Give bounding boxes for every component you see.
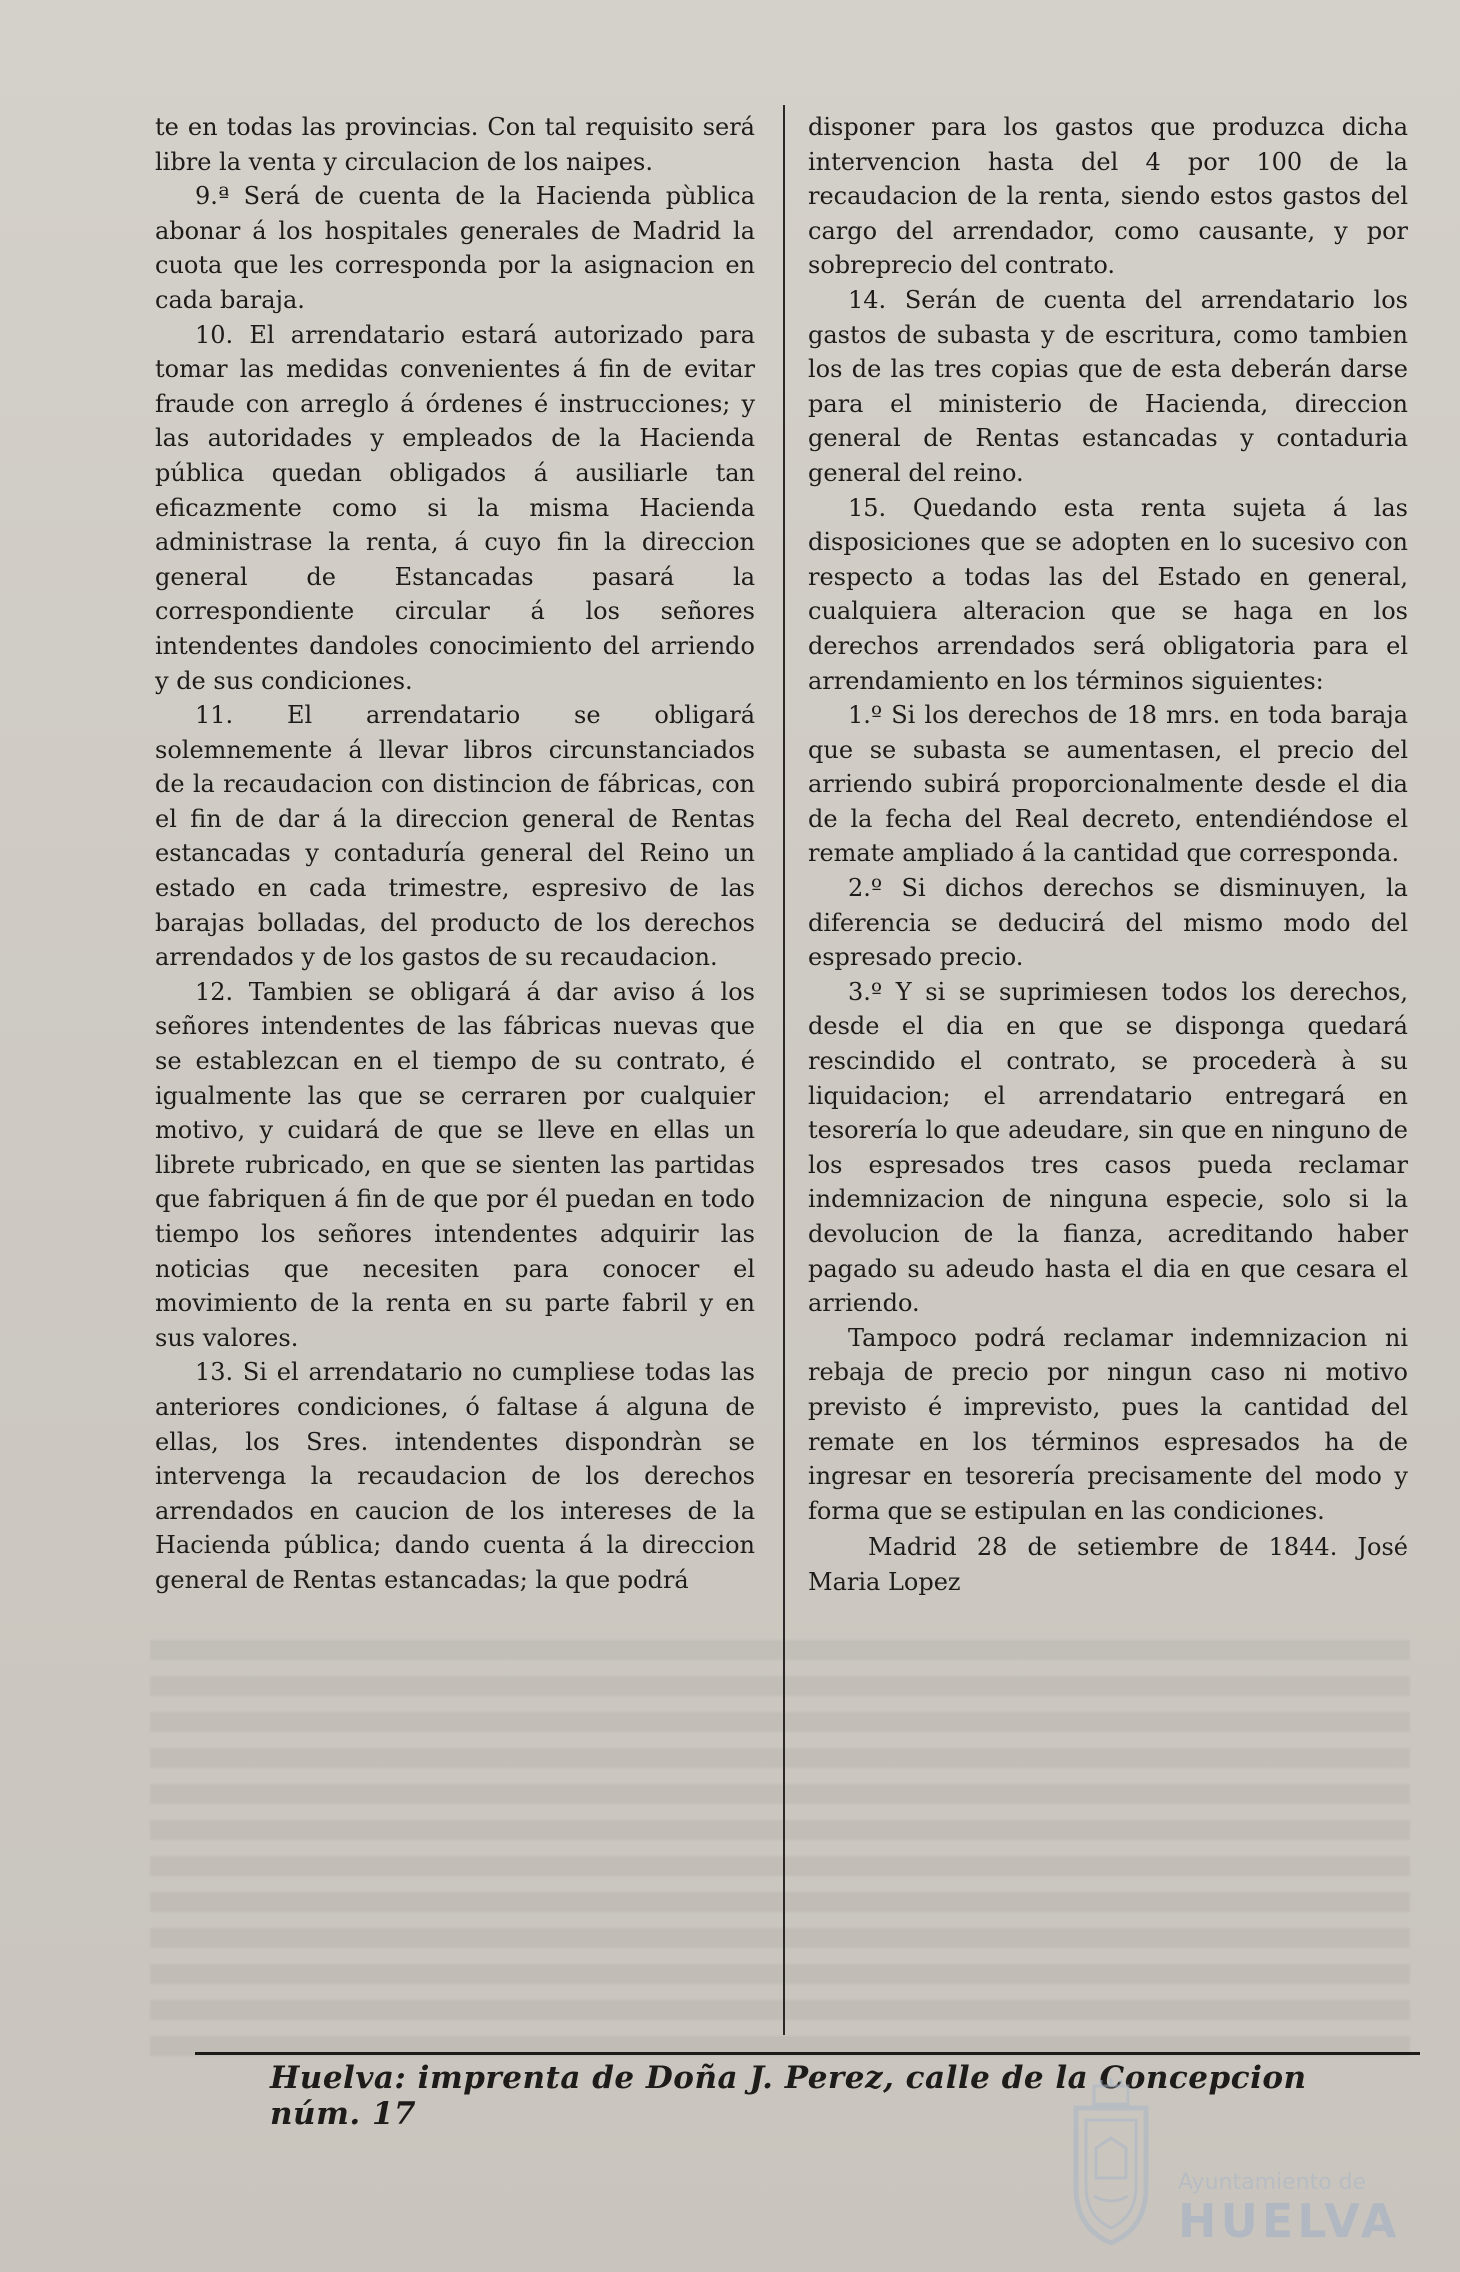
paragraph-closing: Tampoco podrá reclamar indemnizacion ni rebaja de precio por ningun caso ni motivo previsto é imprevisto, pues la cantidad del remate en los términos espresados ha de ingresar en tesorería precisamente del modo y forma que se estipulan en las condiciones. (808, 1323, 1408, 1525)
column-divider (783, 105, 785, 2035)
watermark-line1: Ayuntamiento de (1178, 2170, 1367, 2195)
right-column (808, 110, 1408, 1600)
signature: Madrid 28 de setiembre de 1844. José Maria Lopez (808, 1533, 1408, 1596)
paragraph-continuation: te en todas las provincias. Con tal requisito será libre la venta y circulacion de los naipes. (155, 113, 755, 176)
paragraph-10: 10. El arrendatario estará autorizado para tomar las medidas convenientes á fin de evitar fraude con arreglo á órdenes é instrucciones; y las autoridades y empleados de la Hacienda pública quedan obligados á ausiliarle tan eficazmente como si la misma Hacienda administrase la renta, á cuyo fin la direccion general de Estancadas pasará la correspondiente circular á los señores intendentes dandoles conocimiento del arriendo y de sus condiciones. (155, 320, 755, 695)
footer-rule (195, 2052, 1420, 2055)
paragraph-15-3: 3.º Y si se suprimiesen todos los derechos, desde el dia en que se disponga quedará rescindido el contrato, se procederà à su liquidacion; el arrendatario entregará en tesorería lo que adeudare, sin que en ninguno de los espresados tres casos pueda reclamar indemnizacion de ninguna especie, solo si la devolucion de la fianza, acreditando haber pagado su adeudo hasta el dia en que cesara el arriendo. (808, 977, 1408, 1318)
printer-imprint: Huelva: imprenta de Doña J. Perez, calle de la Concepcion núm. 17 (270, 2060, 1307, 2132)
show-through-text (150, 1640, 1410, 2060)
coat-of-arms-icon (1056, 2078, 1166, 2248)
paragraph-9: 9.ª Será de cuenta de la Hacienda pùblica abonar á los hospitales generales de Madrid la cuota que les corresponda por la asignacion en cada baraja. (155, 182, 755, 314)
paragraph-15-1: 1.º Si los derechos de 18 mrs. en toda baraja que se subasta se aumentasen, el precio del arriendo subirá proporcionalmente desde el dia de la fecha del Real decreto, entendiéndose el remate ampliado á la cantidad que corresponda. (808, 701, 1408, 868)
paragraph-15-2: 2.º Si dichos derechos se disminuyen, la diferencia se deducirá del mismo modo del espresado precio. (808, 874, 1408, 972)
paragraph-12: 12. Tambien se obligará á dar aviso á los señores intendentes de las fábricas nuevas que se establezcan en el tiempo de su contrato, é igualmente las que se cerraren por cualquier motivo, y cuidará de que se lleve en ellas un librete rubricado, en que se sienten las partidas que fabriquen á fin de que por él puedan en todo tiempo los señores intendentes adquirir las noticias que necesiten para conocer el movimiento de la renta en su parte fabril y en sus valores. (155, 977, 755, 1352)
paragraph-14: 14. Serán de cuenta del arrendatario los gastos de subasta y de escritura, como tambien los de las tres copias que de esta deberán darse para el ministerio de Hacienda, direccion general de Rentas estancadas y contaduria general del reino. (808, 285, 1408, 487)
paragraph-13: 13. Si el arrendatario no cumpliese todas las anteriores condiciones, ó faltase á alguna de ellas, los Sres. intendentes dispondràn se intervenga la recaudacion de los derechos arrendados en caucion de los intereses de la Hacienda pública; dando cuenta á la direccion general de Rentas estancadas; la que podrá (155, 1358, 755, 1594)
watermark-line2: HUELVA (1178, 2194, 1401, 2248)
left-column (155, 110, 755, 1598)
paragraph-continuation-right: disponer para los gastos que produzca dicha intervencion hasta del 4 por 100 de la recaudacion de la renta, siendo estos gastos del cargo del arrendador, como causante, y por sobreprecio del contrato. (808, 113, 1408, 280)
archive-watermark (1050, 2070, 1430, 2260)
paragraph-11: 11. El arrendatario se obligará solemnemente á llevar libros circunstanciados de la recaudacion con distincion de fábricas, con el fin de dar á la direccion general de Rentas estancadas y contaduría general del Reino un estado en cada trimestre, espresivo de las barajas bolladas, del producto de los derechos arrendados y de los gastos de su recaudacion. (155, 701, 755, 972)
paragraph-15: 15. Quedando esta renta sujeta á las disposiciones que se adopten en lo sucesivo con respecto a todas las del Estado en general, cualquiera alteracion que se haga en los derechos arrendados será obligatoria para el arrendamiento en los términos siguientes: (808, 493, 1408, 695)
